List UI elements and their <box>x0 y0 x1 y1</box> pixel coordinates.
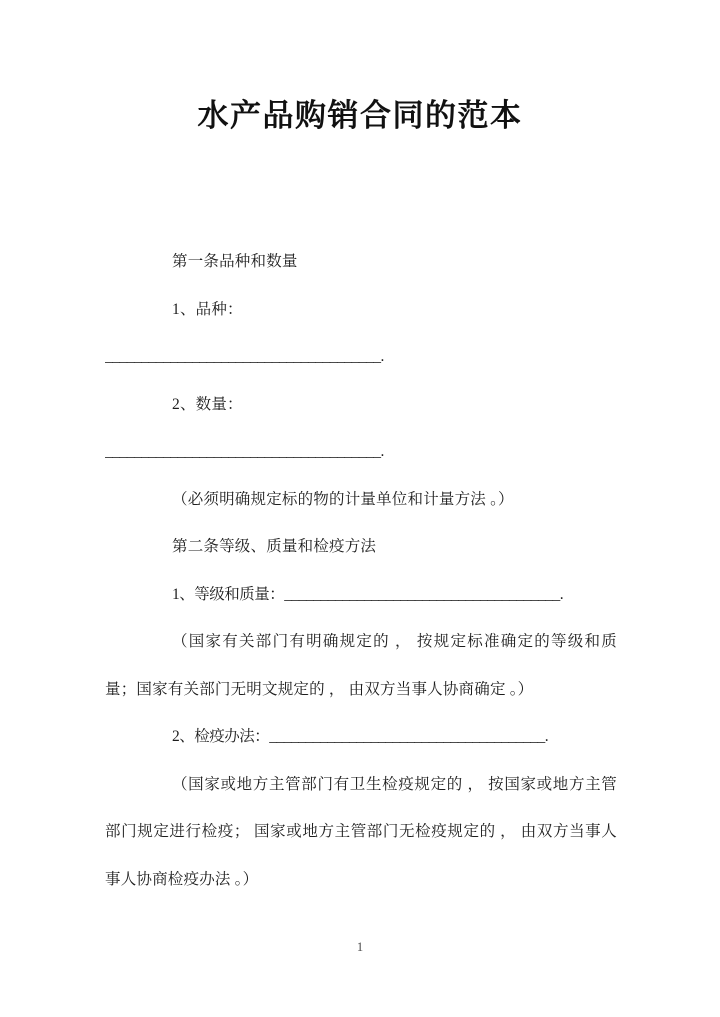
note-quarantine: （国家或地方主管部门有卫生检疫规定的 ， 按国家或地方主管部门规定进行检疫； 国家或地方主管部门无检疫规定的 ， 由双方当事人事人协商检疫办法 。） <box>105 775 617 888</box>
item-label-pinzhong: 1、品种： <box>172 300 243 318</box>
note-measurement-unit: （必须明确规定标的物的计量单位和计量方法 。） <box>172 490 514 508</box>
fill-in-rule-shuliang: ______________________________________. <box>105 443 384 460</box>
item-label-shuliang: 2、数量： <box>172 395 243 413</box>
document-body <box>105 238 617 903</box>
item-grade-quality: 1、等级和质量：______________________________________. <box>172 585 564 603</box>
section-heading-2: 第二条等级、质量和检疫方法 <box>172 538 377 555</box>
item-quarantine-method: 2、检疫办法：______________________________________. <box>172 728 549 745</box>
page-number: 1 <box>356 940 364 954</box>
section-heading-1: 第一条品种和数量 <box>172 253 298 270</box>
page-title: 水产品购销合同的范本 <box>197 98 523 134</box>
fill-in-rule-pinzhong: ______________________________________. <box>105 348 384 365</box>
note-grade-quality: （国家有关部门有明确规定的 ， 按规定标准确定的等级和质量；国家有关部门无明文规定的 ， 由双方当事人协商确定 。） <box>105 633 617 698</box>
